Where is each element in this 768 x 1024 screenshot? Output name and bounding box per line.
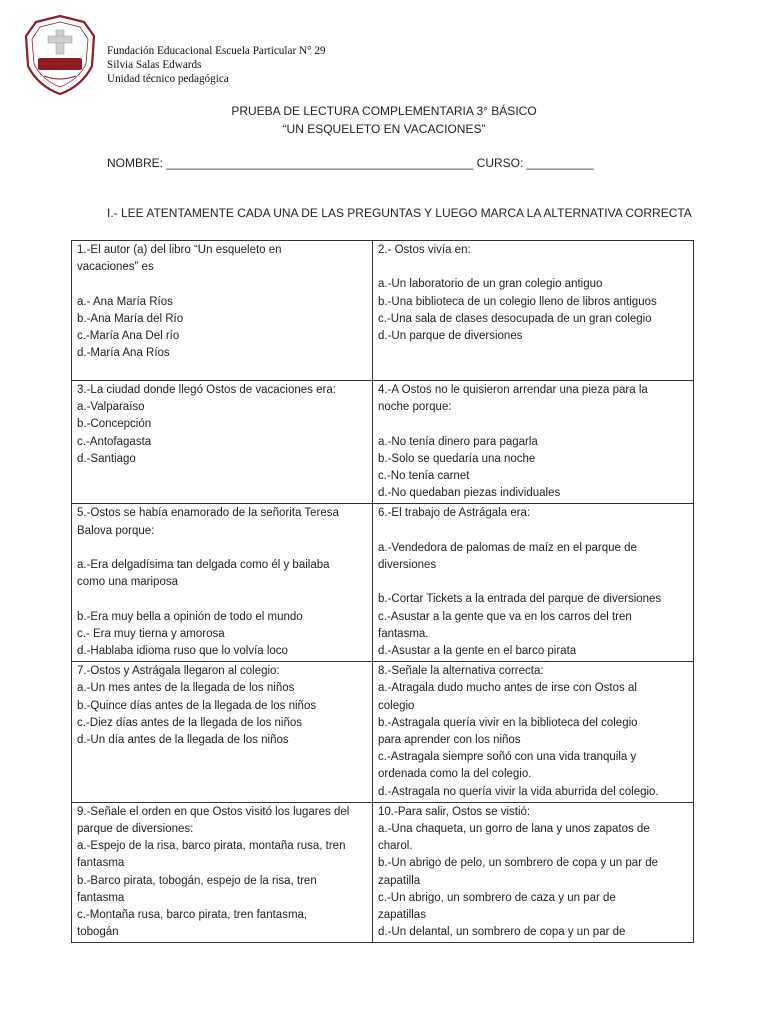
answer-option: c.-Antofagasta xyxy=(77,435,152,448)
question-text: charol. xyxy=(378,840,413,853)
answer-option: d.-Un parque de diversiones xyxy=(378,330,523,342)
questions-table xyxy=(71,240,694,943)
school-name: Fundación Educacional Escuela Particular N° 29 xyxy=(107,45,326,57)
question-text: 7.-Ostos y Astrágala llegaron al colegio: xyxy=(77,665,280,678)
question-text: fantasma. xyxy=(378,627,429,640)
question-cell[interactable] xyxy=(373,241,694,381)
answer-option: c.-María Ana Del río xyxy=(77,330,180,342)
school-director: Silvia Salas Edwards xyxy=(107,59,202,71)
question-text: 9.-Señale el orden en que Ostos visitó los lugares del xyxy=(77,805,350,818)
question-text: Balova porque: xyxy=(77,524,155,537)
answer-option: b.-Ana María del Río xyxy=(77,312,184,325)
spacer xyxy=(378,259,688,276)
answer-option: c.- Era muy tierna y amorosa xyxy=(77,627,225,640)
answer-option: c.-No tenía carnet xyxy=(378,470,470,482)
question-text: parque de diversiones: xyxy=(77,823,194,836)
question-cell[interactable] xyxy=(373,504,694,662)
answer-option: a.- Ana María Ríos xyxy=(77,295,173,308)
answer-option: c.-Asustar a la gente que va en los carros del tren xyxy=(378,610,632,623)
spacer xyxy=(378,416,688,433)
school-unit: Unidad técnico pedagógica xyxy=(107,73,229,85)
question-text: colegio xyxy=(378,699,415,712)
answer-option: d.-No quedaban piezas individuales xyxy=(378,487,561,500)
spacer xyxy=(77,276,367,293)
answer-option: b.-Quince días antes de la llegada de los niños xyxy=(77,699,317,712)
question-text: para aprender con los niños xyxy=(378,734,521,747)
question-text: 5.-Ostos se había enamorado de la señorita Teresa xyxy=(77,507,339,520)
name-course-field[interactable]: NOMBRE: ______________________________________________ CURSO: __________ xyxy=(107,156,594,170)
question-text: ordenada como la del colegio. xyxy=(378,768,532,781)
question-cell[interactable] xyxy=(373,802,694,943)
answer-option: b.-Era muy bella a opinión de todo el mundo xyxy=(77,610,303,623)
question-cell[interactable] xyxy=(373,662,694,803)
answer-option: c.-Astragala siempre soñó con una vida tranquila y xyxy=(378,751,637,764)
answer-option: c.-Una sala de clases desocupada de un gran colegio xyxy=(378,312,652,325)
question-cell[interactable] xyxy=(72,381,373,504)
answer-option: b.-Astragala quería vivir en la biblioteca del colegio xyxy=(378,716,638,729)
question-text: zapatillas xyxy=(378,909,426,922)
answer-option: a.-Un laboratorio de un gran colegio antiguo xyxy=(378,278,603,291)
answer-option: c.-Montaña rusa, barco pirata, tren fantasma, xyxy=(77,909,308,922)
question-text: 3.-La ciudad donde llegó Ostos de vacaciones era: xyxy=(77,384,336,396)
answer-option: d.-Un delantal, un sombrero de copa y un par de xyxy=(378,926,626,939)
instructions: I.- LEE ATENTAMENTE CADA UNA DE LAS PREGUNTAS Y LUEGO MARCA LA ALTERNATIVA CORRECTA xyxy=(107,206,692,220)
question-text: noche porque: xyxy=(378,401,452,414)
school-header xyxy=(107,44,326,86)
answer-option: a.-Espejo de la risa, barco pirata, montaña rusa, tren xyxy=(77,840,346,853)
answer-option: b.-Cortar Tickets a la entrada del parque de diversiones xyxy=(378,593,662,606)
question-text: vacaciones” es xyxy=(77,261,154,274)
answer-option: b.-Solo se quedaría una noche xyxy=(378,452,536,465)
answer-option: a.-Valparaíso xyxy=(77,401,145,414)
answer-option: b.-Concepción xyxy=(77,418,152,431)
question-text: como una mariposa xyxy=(77,576,178,589)
question-cell[interactable] xyxy=(373,381,694,504)
answer-option: d.-Santiago xyxy=(77,452,136,465)
spacer xyxy=(77,540,367,557)
question-text: 4.-A Ostos no le quisieron arrendar una pieza para la xyxy=(378,384,648,396)
answer-option: d.-Asustar a la gente en el barco pirata xyxy=(378,645,577,657)
spacer xyxy=(378,574,688,591)
question-cell[interactable] xyxy=(72,504,373,662)
question-text: 6.-El trabajo de Astrágala era: xyxy=(378,507,531,520)
question-text: 10.-Para salir, Ostos se vistió: xyxy=(378,805,531,818)
answer-option: a.-Era delgadísima tan delgada como él y bailaba xyxy=(77,559,330,571)
question-text: 1.-El autor (a) del libro “Un esqueleto en xyxy=(77,244,282,256)
school-logo xyxy=(22,14,98,96)
question-cell[interactable] xyxy=(72,802,373,943)
answer-option: c.-Diez días antes de la llegada de los niños xyxy=(77,716,303,729)
book-title: “UN ESQUELETO EN VACACIONES” xyxy=(282,122,486,136)
test-title: PRUEBA DE LECTURA COMPLEMENTARIA 3° BÁSICO xyxy=(231,104,537,118)
spacer xyxy=(77,591,367,608)
answer-option: d.-Astragala no quería vivir la vida aburrida del colegio. xyxy=(378,785,659,798)
spacer xyxy=(378,523,688,540)
answer-option: a.-Un mes antes de la llegada de los niños xyxy=(77,682,295,695)
question-text: 8.-Señale la alternativa correcta: xyxy=(378,665,544,678)
question-text: diversiones xyxy=(378,559,437,571)
answer-option: a.-Vendedora de palomas de maíz en el parque de xyxy=(378,541,637,554)
answer-option: d.-María Ana Ríos xyxy=(77,347,170,360)
answer-option: a.-Atragala dudo mucho antes de irse con Ostos al xyxy=(378,682,637,695)
answer-option: b.-Barco pirata, tobogán, espejo de la risa, tren xyxy=(77,874,317,887)
question-text: 2.- Ostos vivía en: xyxy=(378,244,471,256)
question-cell[interactable] xyxy=(72,241,373,381)
answer-option: c.-Un abrigo, un sombrero de caza y un par de xyxy=(378,891,616,904)
question-text: zapatilla xyxy=(378,874,421,887)
answer-option: b.-Un abrigo de pelo, un sombrero de copa y un par de xyxy=(378,857,659,870)
answer-option: a.-Una chaqueta, un gorro de lana y unos zapatos de xyxy=(378,823,650,836)
question-text: fantasma xyxy=(77,857,125,870)
answer-option: a.-No tenía dinero para pagarla xyxy=(378,435,538,448)
question-text: tobogán xyxy=(77,926,119,939)
answer-option: b.-Una biblioteca de un colegio lleno de libros antiguos xyxy=(378,295,657,308)
question-cell[interactable] xyxy=(72,662,373,803)
answer-option: d.-Un día antes de la llegada de los niños xyxy=(77,734,289,747)
question-text: fantasma xyxy=(77,891,125,904)
answer-option: d.-Hablaba idioma ruso que lo volvía loco xyxy=(77,645,288,657)
